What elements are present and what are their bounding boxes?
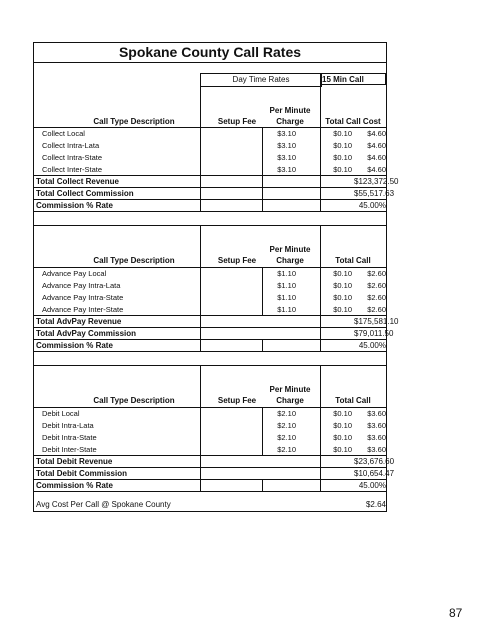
col-header-desc: Call Type Description: [93, 256, 175, 265]
table-row: Advance Pay Inter-State $1.10 $0.10 $2.60: [42, 305, 386, 314]
table-row: Collect Local $3.10 $0.10 $4.60: [42, 129, 386, 138]
col-header-perminute: Per Minute: [269, 385, 311, 394]
summary-row: Total Collect Revenue $123,372.50: [36, 177, 399, 186]
min-call-label: 15 Min Call: [320, 73, 386, 85]
table-row: Debit Intra-State $2.10 $0.10 $3.60: [42, 433, 386, 442]
page-title: Spokane County Call Rates: [34, 43, 386, 63]
summary-row: Total AdvPay Revenue $175,581.10: [36, 317, 399, 326]
table-row: Advance Pay Intra-State $1.10 $0.10 $2.60: [42, 293, 386, 302]
col-header-charge: Charge: [276, 396, 304, 405]
summary-row: Commission % Rate 45.00%: [36, 201, 386, 210]
day-time-rates-label: Day Time Rates: [200, 73, 322, 87]
summary-row: Commission % Rate 45.00%: [36, 481, 386, 490]
table-row: Collect Intra-Lata $3.10 $0.10 $4.60: [42, 141, 386, 150]
summary-row: Total Debit Revenue $23,676.60: [36, 457, 395, 466]
col-header-total: Total Call: [335, 396, 371, 405]
col-header-setup: Setup Fee: [217, 396, 257, 405]
table-row: Debit Local $2.10 $0.10 $3.60: [42, 409, 386, 418]
col-header-charge: Charge: [276, 256, 304, 265]
avg-cost-label: Avg Cost Per Call @ Spokane County: [36, 500, 171, 509]
avg-cost-row: [34, 499, 386, 510]
table-row: Advance Pay Local $1.10 $0.10 $2.60: [42, 269, 386, 278]
col-header-perminute: Per Minute: [269, 106, 311, 115]
rate-sheet: [33, 42, 399, 512]
page-number: 87: [449, 606, 463, 620]
col-header-charge: Charge: [276, 117, 304, 126]
summary-row: Total Debit Commission $10,654.47: [36, 469, 395, 478]
table-row: Advance Pay Intra-Lata $1.10 $0.10 $2.60: [42, 281, 386, 290]
col-header-setup: Setup Fee: [217, 256, 257, 265]
col-header-perminute: Per Minute: [269, 245, 311, 254]
summary-row: Commission % Rate 45.00%: [36, 341, 386, 350]
col-header-setup: Setup Fee: [217, 117, 257, 126]
table-row: Collect Intra-State $3.10 $0.10 $4.60: [42, 153, 386, 162]
avg-cost-value: $2.64: [365, 500, 386, 509]
table-row: Collect Inter-State $3.10 $0.10 $4.60: [42, 165, 386, 174]
col-header-total: Total Call Cost: [325, 117, 381, 126]
col-header-total: Total Call: [335, 256, 371, 265]
table-row: Debit Intra-Lata $2.10 $0.10 $3.60: [42, 421, 386, 430]
col-header-desc: Call Type Description: [93, 117, 175, 126]
summary-row: Total AdvPay Commission $79,011.50: [36, 329, 394, 338]
table-row: Debit Inter-State $2.10 $0.10 $3.60: [42, 445, 386, 454]
col-header-desc: Call Type Description: [93, 396, 175, 405]
summary-row: Total Collect Commission $55,517.63: [36, 189, 395, 198]
